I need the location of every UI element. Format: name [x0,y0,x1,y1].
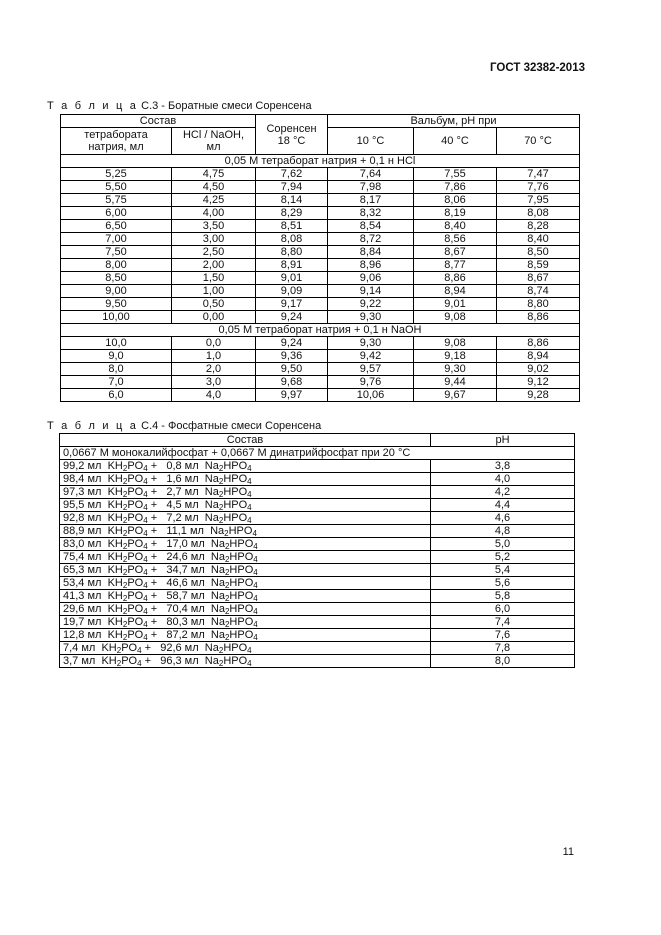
table-cell: 9,24 [256,337,328,350]
section-row: 0,0667 М монокалийфосфат + 0,0667 М динатрийфосфат при 20 °C [60,447,575,460]
header-valbum: Вальбум, pH при [328,115,580,128]
header-hcl-naoh: HCl / NaOH, мл [172,128,256,155]
table-cell: 3,50 [172,220,256,233]
table-cell: 8,32 [328,207,414,220]
table-cell: 9,44 [414,376,497,389]
ph-value: 4,8 [431,525,575,538]
table-cell: 9,30 [328,311,414,324]
table-cell: 9,12 [497,376,580,389]
page-number: 11 [562,846,574,858]
ph-value: 7,4 [431,616,575,629]
table-cell: 9,68 [256,376,328,389]
table-cell: 9,01 [414,298,497,311]
header-sostav: Состав [61,115,256,128]
composition-cell: 83,0 мл $KH_2PO_4 + 17,0$ мл $Na_2HPO_4$ [60,538,431,551]
table-cell: 9,08 [414,337,497,350]
table-cell: 9,01 [256,272,328,285]
table-cell: 7,00 [61,233,172,246]
table-cell: 4,50 [172,181,256,194]
composition-cell: 3,7 мл $KH_2PO_4 + 96,3$ мл $Na_2HPO_4$ [60,655,431,668]
table-cell: 8,59 [497,259,580,272]
table-cell: 8,86 [414,272,497,285]
table-row [60,564,575,577]
composition-cell: 88,9 мл $KH_2PO_4 + 11,1$ мл $Na_2HPO_4$ [60,525,431,538]
na2hpo4-volume: 87,2 мл [166,629,205,641]
table-row [61,168,580,181]
kh2po4-volume: 41,3 мл [63,590,102,602]
table-row [60,655,575,668]
table-cell: 0,0 [172,337,256,350]
na2hpo4-volume: 11,1 мл [166,525,204,537]
na2hpo4-volume: 80,3 мл [166,616,205,628]
table-row [61,246,580,259]
na2hpo4-volume: 0,8 мл [166,460,199,472]
table-cell: 8,86 [497,311,580,324]
table-cell: 8,91 [256,259,328,272]
kh2po4-volume: 19,7 мл [63,616,102,628]
table-cell: 9,97 [256,389,328,402]
na2hpo4-volume: 58,7 мл [166,590,205,602]
table-cell: 7,76 [497,181,580,194]
table-cell: 10,0 [61,337,172,350]
table-row [61,207,580,220]
table-row [60,629,575,642]
composition-cell: 12,8 мл $KH_2PO_4 + 87,2$ мл $Na_2HPO_4$ [60,629,431,642]
table-cell: 8,08 [256,233,328,246]
composition-cell: 97,3 мл $KH_2PO_4 + 2,7$ мл $Na_2HPO_4$ [60,486,431,499]
ph-value: 5,6 [431,577,575,590]
table-cell: 8,67 [414,246,497,259]
table-cell: 0,00 [172,311,256,324]
table-row [60,551,575,564]
table-cell: 8,06 [414,194,497,207]
na2hpo4-volume: 46,6 мл [166,577,205,589]
ph-value: 8,0 [431,655,575,668]
na2hpo4-volume: 96,3 мл [160,655,199,667]
table-cell: 8,54 [328,220,414,233]
table-cell: 9,67 [414,389,497,402]
table-cell: 4,00 [172,207,256,220]
table-cell: 7,0 [61,376,172,389]
table-cell: 7,55 [414,168,497,181]
table-cell: 6,0 [61,389,172,402]
na2hpo4-volume: 24,6 мл [166,551,205,563]
table-cell: 4,25 [172,194,256,207]
table-cell: 8,72 [328,233,414,246]
header-70c: 70 °C [497,128,580,155]
header-40c: 40 °C [414,128,497,155]
table-row [61,220,580,233]
table-row [61,259,580,272]
kh2po4-volume: 99,2 мл [63,460,102,472]
table-row [61,376,580,389]
table-cell: 2,0 [172,363,256,376]
table-row [60,642,575,655]
table-row [60,525,575,538]
ph-value: 7,6 [431,629,575,642]
table-cell: 7,47 [497,168,580,181]
table-row [61,272,580,285]
table-cell: 8,28 [497,220,580,233]
table-cell: 7,50 [61,246,172,259]
table-row [61,337,580,350]
na2hpo4-volume: 2,7 мл [166,486,199,498]
table-cell: 8,29 [256,207,328,220]
composition-cell: 7,4 мл $KH_2PO_4 + 92,6$ мл $Na_2HPO_4$ [60,642,431,655]
table-row [60,460,575,473]
table-c4-caption: Т а б л и ц а С.4 - Фосфатные смеси Соренсена [47,420,322,432]
kh2po4-volume: 53,4 мл [63,577,102,589]
na2hpo4-volume: 1,6 мл [166,473,199,485]
kh2po4-volume: 29,6 мл [63,603,102,615]
section-label: 0,05 М тетраборат натрия + 0,1 н NaOH [61,324,580,337]
table-cell: 6,50 [61,220,172,233]
standard-number: ГОСТ 32382-2013 [490,62,585,74]
table-row [60,486,575,499]
table-cell: 5,50 [61,181,172,194]
table-cell: 9,36 [256,350,328,363]
table-cell: 8,94 [497,350,580,363]
ph-value: 7,8 [431,642,575,655]
table-row [61,350,580,363]
header-10c: 10 °C [328,128,414,155]
ph-value: 4,0 [431,473,575,486]
table-cell: 8,40 [414,220,497,233]
ph-value: 6,0 [431,603,575,616]
table-cell: 7,95 [497,194,580,207]
table-cell: 8,84 [328,246,414,259]
table-cell: 8,00 [61,259,172,272]
na2hpo4-volume: 17,0 мл [166,538,205,550]
header-tetraborat: тетрабората натрия, мл [61,128,172,155]
section-row [61,324,580,337]
kh2po4-volume: 95,5 мл [63,499,102,511]
composition-cell: 98,4 мл $KH_2PO_4 + 1,6$ мл $Na_2HPO_4$ [60,473,431,486]
table-cell: 1,0 [172,350,256,363]
table-cell: 7,62 [256,168,328,181]
table-row [61,311,580,324]
na2hpo4-volume: 7,2 мл [166,512,199,524]
header-sorensen: Соренсен 18 °C [256,115,328,155]
table-cell: 8,17 [328,194,414,207]
table-cell: 6,00 [61,207,172,220]
composition-cell: 92,8 мл $KH_2PO_4 + 7,2$ мл $Na_2HPO_4$ [60,512,431,525]
table-cell: 9,30 [328,337,414,350]
table-cell: 5,75 [61,194,172,207]
table-cell: 9,42 [328,350,414,363]
table-cell: 3,0 [172,376,256,389]
kh2po4-volume: 97,3 мл [63,486,102,498]
phosphate-mixtures-table [59,433,575,668]
header-ph: pH [431,434,575,447]
table-cell: 8,08 [497,207,580,220]
table-cell: 8,96 [328,259,414,272]
ph-value: 4,6 [431,512,575,525]
table-cell: 1,00 [172,285,256,298]
table-cell: 9,02 [497,363,580,376]
section-label: 0,05 М тетраборат натрия + 0,1 н HCl [61,155,580,168]
na2hpo4-volume: 92,6 мл [160,642,199,654]
table-cell: 9,09 [256,285,328,298]
table-cell: 8,0 [61,363,172,376]
composition-cell: 19,7 мл $KH_2PO_4 + 80,3$ мл $Na_2HPO_4$ [60,616,431,629]
table-cell: 9,17 [256,298,328,311]
composition-cell: 41,3 мл $KH_2PO_4 + 58,7$ мл $Na_2HPO_4$ [60,590,431,603]
table-cell: 8,77 [414,259,497,272]
kh2po4-volume: 98,4 мл [63,473,102,485]
ph-value: 5,2 [431,551,575,564]
table-cell: 2,50 [172,246,256,259]
table-cell: 8,19 [414,207,497,220]
table-cell: 8,50 [61,272,172,285]
kh2po4-volume: 75,4 мл [63,551,102,563]
table-row [60,603,575,616]
table-cell: 9,22 [328,298,414,311]
composition-cell: 53,4 мл $KH_2PO_4 + 46,6$ мл $Na_2HPO_4$ [60,577,431,590]
ph-value: 5,8 [431,590,575,603]
table-cell: 8,40 [497,233,580,246]
kh2po4-volume: 92,8 мл [63,512,102,524]
table-row [60,590,575,603]
table-cell: 8,50 [497,246,580,259]
table-cell: 9,30 [414,363,497,376]
table-cell: 9,76 [328,376,414,389]
table-row [61,181,580,194]
table-cell: 8,56 [414,233,497,246]
table-row [60,499,575,512]
table-cell: 8,51 [256,220,328,233]
table-cell: 9,57 [328,363,414,376]
kh2po4-volume: 12,8 мл [63,629,102,641]
ph-value: 4,2 [431,486,575,499]
table-cell: 8,80 [497,298,580,311]
ph-value: 3,8 [431,460,575,473]
table-cell: 9,50 [256,363,328,376]
table-row [60,473,575,486]
table-cell: 9,24 [256,311,328,324]
table-cell: 5,25 [61,168,172,181]
table-cell: 8,94 [414,285,497,298]
ph-value: 4,4 [431,499,575,512]
table-cell: 7,64 [328,168,414,181]
table-cell: 7,94 [256,181,328,194]
kh2po4-volume: 83,0 мл [63,538,102,550]
table-row [61,233,580,246]
table-row [61,389,580,402]
table-cell: 9,28 [497,389,580,402]
table-cell: 4,0 [172,389,256,402]
table-cell: 4,75 [172,168,256,181]
table-row [61,285,580,298]
composition-cell: 29,6 мл $KH_2PO_4 + 70,4$ мл $Na_2HPO_4$ [60,603,431,616]
table-cell: 0,50 [172,298,256,311]
na2hpo4-volume: 4,5 мл [166,499,199,511]
table-cell: 8,80 [256,246,328,259]
kh2po4-volume: 3,7 мл [63,655,96,667]
table-cell: 7,98 [328,181,414,194]
composition-cell: 99,2 мл $KH_2PO_4 + 0,8$ мл $Na_2HPO_4$ [60,460,431,473]
table-row [60,538,575,551]
ph-value: 5,4 [431,564,575,577]
composition-cell: 65,3 мл $KH_2PO_4 + 34,7$ мл $Na_2HPO_4$ [60,564,431,577]
table-cell: 8,67 [497,272,580,285]
table-row [61,363,580,376]
table-c3-caption: Т а б л и ц а С.3 - Боратные смеси Соренсена [47,100,312,112]
na2hpo4-volume: 34,7 мл [166,564,205,576]
table-cell: 9,08 [414,311,497,324]
table-row [60,577,575,590]
section-row [61,155,580,168]
table-cell: 10,00 [61,311,172,324]
table-cell: 9,14 [328,285,414,298]
table-cell: 9,50 [61,298,172,311]
table-row [60,512,575,525]
kh2po4-volume: 65,3 мл [63,564,102,576]
kh2po4-volume: 7,4 мл [63,642,96,654]
composition-cell: 95,5 мл $KH_2PO_4 + 4,5$ мл $Na_2HPO_4$ [60,499,431,512]
table-cell: 8,14 [256,194,328,207]
table-cell: 8,86 [497,337,580,350]
table-row [61,298,580,311]
table-cell: 9,06 [328,272,414,285]
ph-value: 5,0 [431,538,575,551]
table-cell: 1,50 [172,272,256,285]
table-row [60,616,575,629]
table-cell: 9,18 [414,350,497,363]
kh2po4-volume: 88,9 мл [63,525,102,537]
table-cell: 10,06 [328,389,414,402]
header-sostav: Состав [60,434,431,447]
na2hpo4-volume: 70,4 мл [166,603,205,615]
table-cell: 9,0 [61,350,172,363]
borate-mixtures-table [60,114,580,402]
table-cell: 8,74 [497,285,580,298]
composition-cell: 75,4 мл $KH_2PO_4 + 24,6$ мл $Na_2HPO_4$ [60,551,431,564]
table-cell: 3,00 [172,233,256,246]
table-row [61,194,580,207]
table-cell: 7,86 [414,181,497,194]
table-cell: 2,00 [172,259,256,272]
table-cell: 9,00 [61,285,172,298]
